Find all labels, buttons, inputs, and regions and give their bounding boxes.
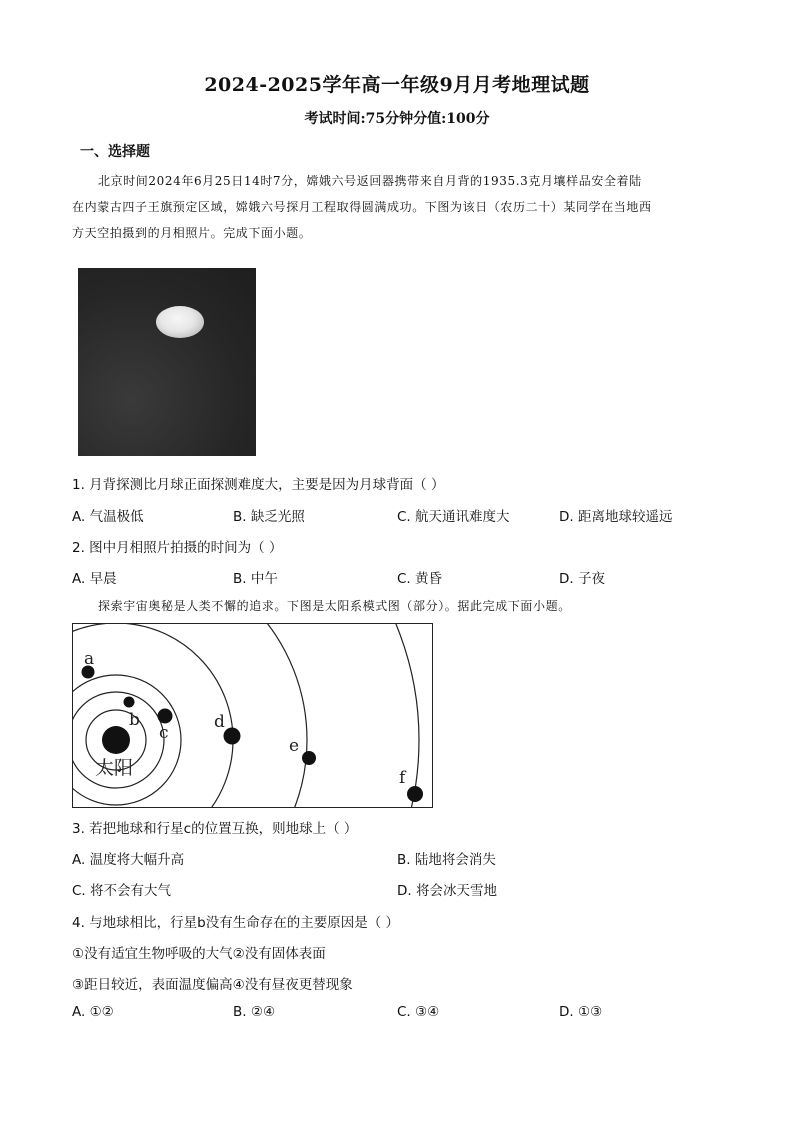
planet-b-label: b (129, 710, 140, 730)
moon-phase-photo (78, 268, 256, 456)
question-4-option-b: B. ②④ (233, 1004, 276, 1020)
planet-b (124, 697, 135, 708)
question-4-option-c: C. ③④ (397, 1004, 440, 1020)
question-4-stem: 4. 与地球相比，行星b没有生命存在的主要原因是（ ） (72, 915, 400, 931)
planet-c (158, 709, 173, 724)
question-1-option-d: D. 距离地球较遥远 (559, 509, 673, 525)
question-2-option-d: D. 子夜 (559, 571, 605, 587)
exam-title: 2024-2025学年高一年级9月月考地理试题 (204, 74, 590, 96)
question-4-option-d: D. ①③ (559, 1004, 603, 1020)
section-title: 一、选择题 (80, 144, 150, 160)
sun-label: 太阳 (95, 757, 134, 779)
question-4-statement-line1: ①没有适宜生物呼吸的大气②没有固体表面 (72, 946, 326, 962)
orbit-e (73, 624, 307, 808)
question-3-option-b: B. 陆地将会消失 (397, 852, 496, 868)
question-3-option-c: C. 将不会有大气 (72, 883, 172, 899)
question-3-stem: 3. 若把地球和行星c的位置互换，则地球上（ ） (72, 821, 358, 837)
orbit-d (73, 624, 233, 808)
planet-d (224, 728, 241, 745)
planet-f-label: f (399, 768, 406, 788)
passage-solar-system (72, 593, 722, 619)
solar-system-diagram (72, 623, 433, 808)
question-1-stem: 1. 月背探测比月球正面探测难度大，主要是因为月球背面（ ） (72, 477, 445, 493)
planet-c-label: c (159, 723, 169, 743)
question-4-option-a: A. ①② (72, 1004, 114, 1020)
question-1-option-a: A. 气温极低 (72, 509, 144, 525)
passage-solar-system-line1: 探索宇宙奥秘是人类不懈的追求。下图是太阳系模式图（部分）。据此完成下面小题。 (98, 599, 571, 613)
sun (102, 726, 130, 754)
moon-image (156, 306, 204, 338)
question-3-option-d: D. 将会冰天雪地 (397, 883, 497, 899)
question-4-statement-line2: ③距日较近，表面温度偏高④没有昼夜更替现象 (72, 977, 353, 993)
planet-e-label: e (289, 736, 300, 756)
solar-system-svg (73, 624, 433, 808)
question-3-option-a: A. 温度将大幅升高 (72, 852, 185, 868)
question-2-stem: 2. 图中月相照片拍摄的时间为（ ） (72, 540, 283, 556)
planet-e (302, 751, 316, 765)
question-2-option-c: C. 黄昏 (397, 571, 443, 587)
orbit-f (73, 624, 419, 808)
question-2-option-a: A. 早晨 (72, 571, 117, 587)
passage-moon-line3: 方天空拍摄到的月相照片。完成下面小题。 (72, 226, 312, 240)
question-1-option-c: C. 航天通讯难度大 (397, 509, 510, 525)
question-1-option-b: B. 缺乏光照 (233, 509, 305, 525)
planet-f (407, 786, 423, 802)
passage-moon (72, 168, 722, 246)
passage-moon-line2: 在内蒙古四子王旗预定区域，嫦娥六号探月工程取得圆满成功。下图为该日（农历二十）某同学在当地西 (72, 200, 652, 214)
planet-a-label: a (84, 649, 95, 669)
question-2-option-b: B. 中午 (233, 571, 278, 587)
exam-subtitle: 考试时间:75分钟分值:100分 (304, 111, 490, 127)
planet-d-label: d (214, 712, 225, 732)
passage-moon-line1: 北京时间2024年6月25日14时7分，嫦娥六号返回器携带来自月背的1935.3克月壤样品安全着陆 (98, 174, 642, 188)
